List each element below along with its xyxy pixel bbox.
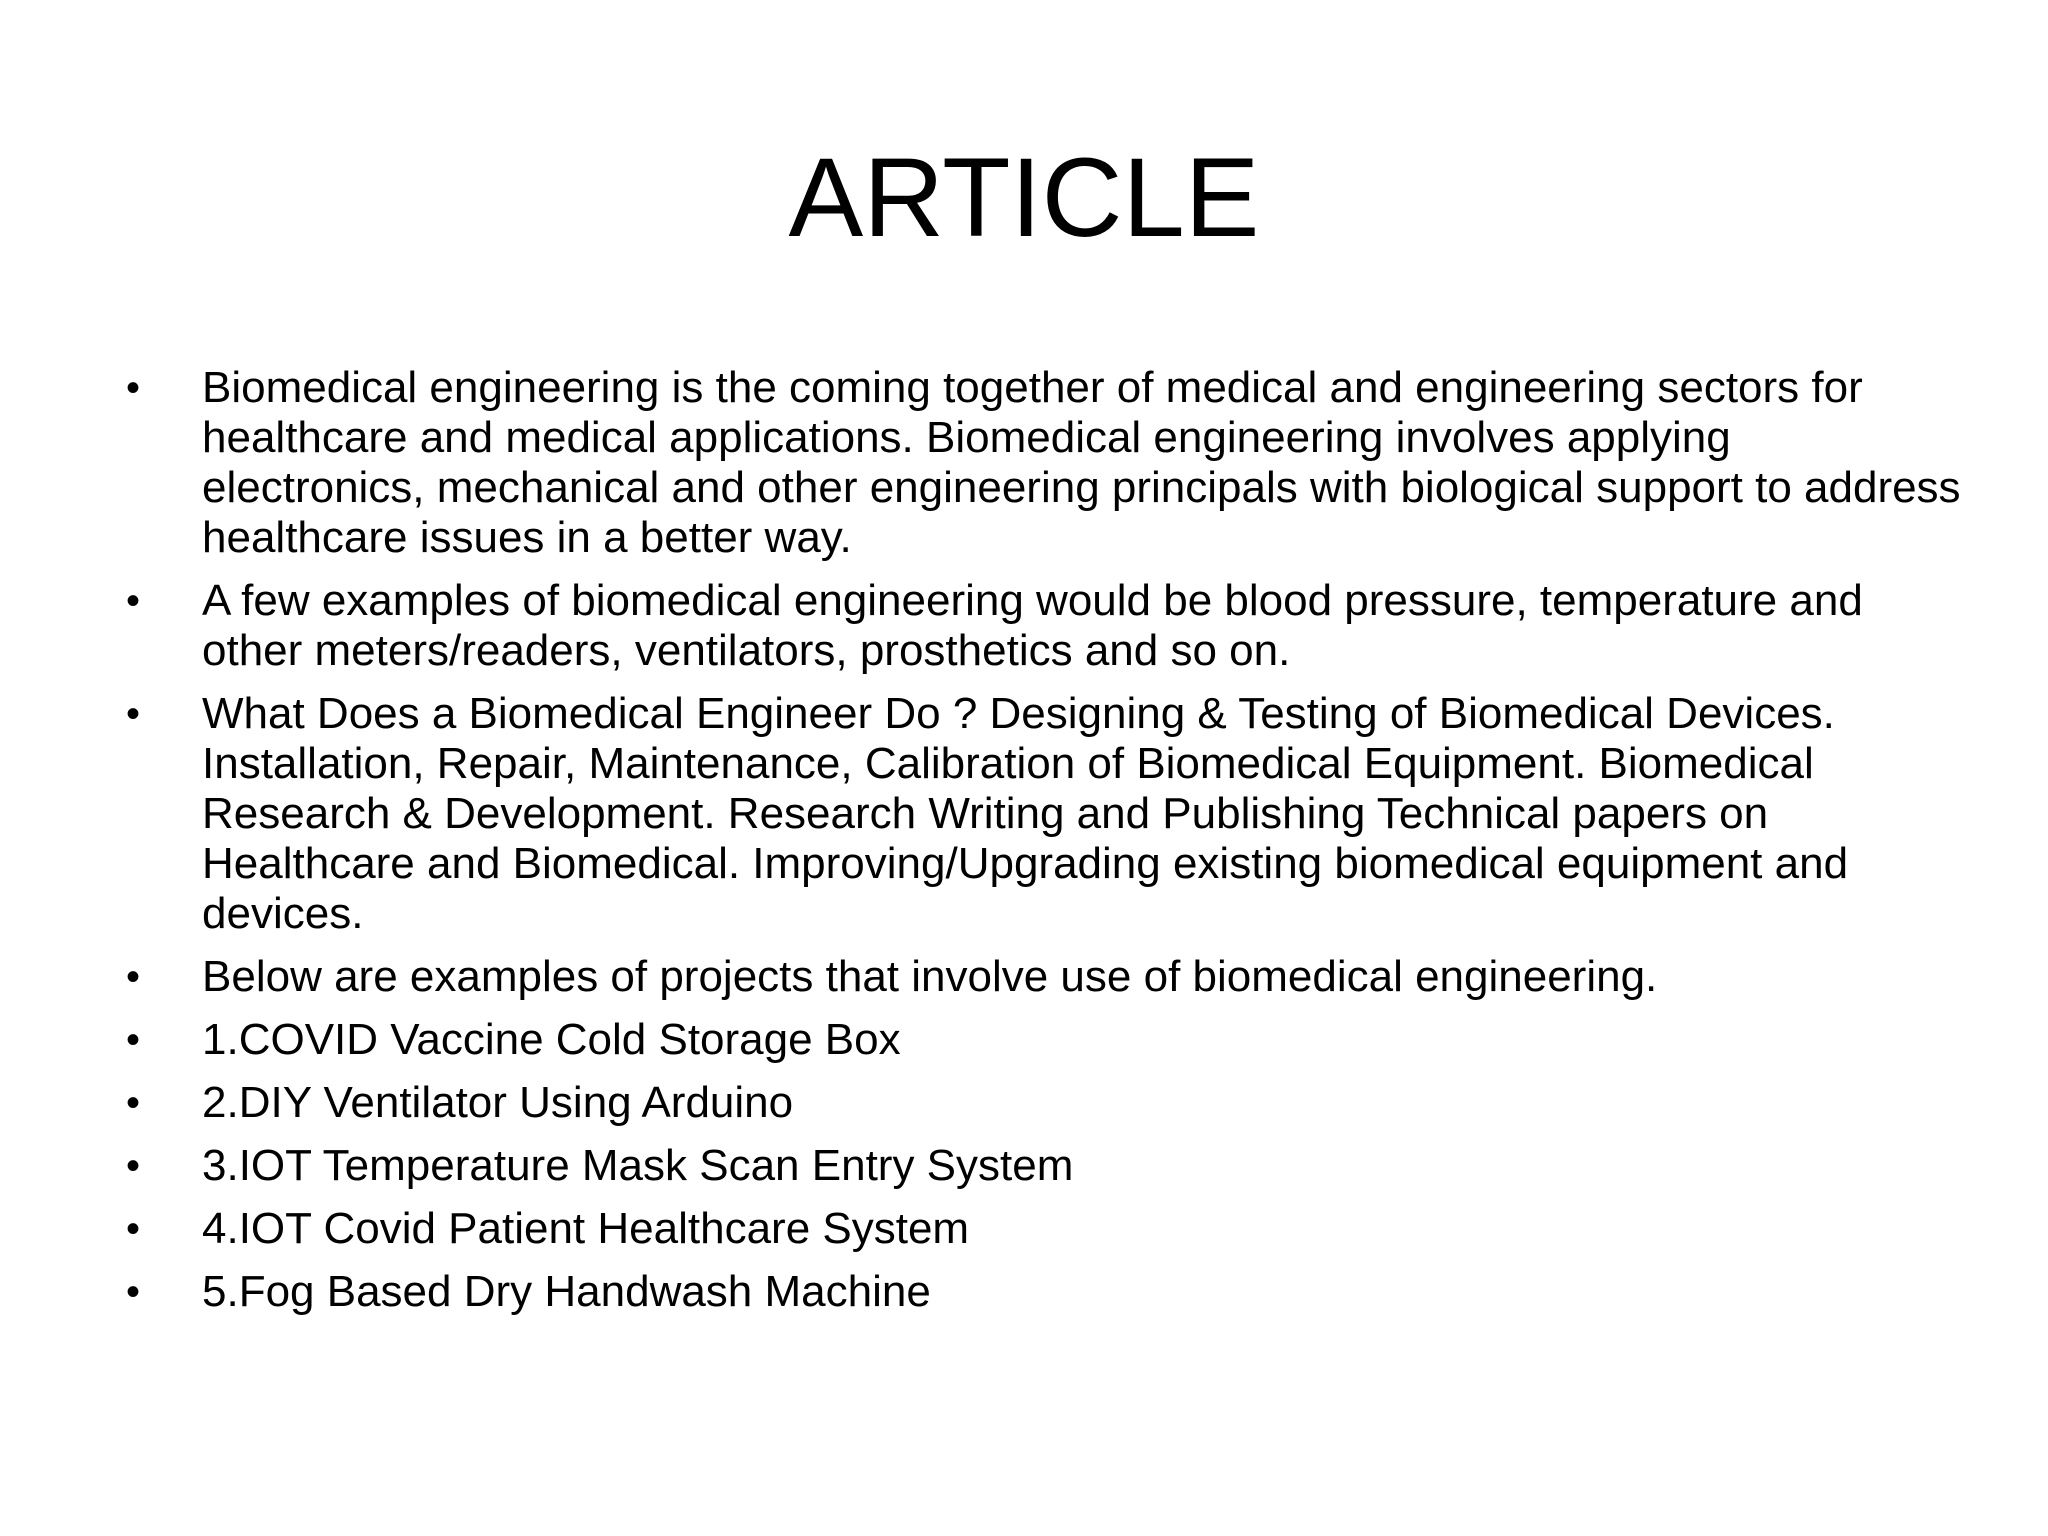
bullet-text: 2.DIY Ventilator Using Arduino (202, 1078, 794, 1127)
bullet-text: A few examples of biomedical engineering would be blood pressure, temperature and other meters/readers, ventilators, prosthetics and so on. (202, 576, 1863, 675)
bullet-dot-icon: • (126, 1270, 141, 1314)
bullet-text: 5.Fog Based Dry Handwash Machine (202, 1267, 931, 1316)
bullet-item (112, 952, 1962, 1002)
bullet-dot-icon: • (126, 366, 141, 410)
bullet-dot-icon: • (126, 1081, 141, 1125)
bullet-dot-icon: • (126, 692, 141, 736)
bullet-text: What Does a Biomedical Engineer Do ? Designing & Testing of Biomedical Devices. Installation, Repair, Maintenance, Calibration of Biomedical Equipment. Biomedical Research & Development. Research Writing and Publishing Technical papers on Healthcare and Biomedical. Improving/Upgrading existing biomedical equipment and devices. (202, 689, 1849, 938)
bullet-item (112, 1015, 1962, 1065)
bullet-item (112, 1267, 1962, 1317)
slide-title: ARTICLE (788, 135, 1260, 260)
bullet-dot-icon: • (126, 1144, 141, 1188)
bullet-list (112, 363, 1962, 1330)
bullet-item (112, 1141, 1962, 1191)
bullet-text: 3.IOT Temperature Mask Scan Entry System (202, 1141, 1074, 1190)
bullet-text: Biomedical engineering is the coming together of medical and engineering sectors for healthcare and medical applications. Biomedical engineering involves applying electronics, mechanical and other engineering principals with biological support to address healthcare issues in a better way. (202, 363, 1961, 562)
bullet-item (112, 689, 1962, 939)
bullet-text: Below are examples of projects that involve use of biomedical engineering. (202, 952, 1658, 1001)
bullet-text: 4.IOT Covid Patient Healthcare System (202, 1204, 970, 1253)
bullet-text: 1.COVID Vaccine Cold Storage Box (202, 1015, 901, 1064)
bullet-dot-icon: • (126, 1018, 141, 1062)
bullet-dot-icon: • (126, 1207, 141, 1251)
bullet-dot-icon: • (126, 579, 141, 623)
bullet-dot-icon: • (126, 955, 141, 999)
bullet-item (112, 576, 1962, 676)
bullet-item (112, 1204, 1962, 1254)
bullet-item (112, 363, 1962, 563)
bullet-item (112, 1078, 1962, 1128)
